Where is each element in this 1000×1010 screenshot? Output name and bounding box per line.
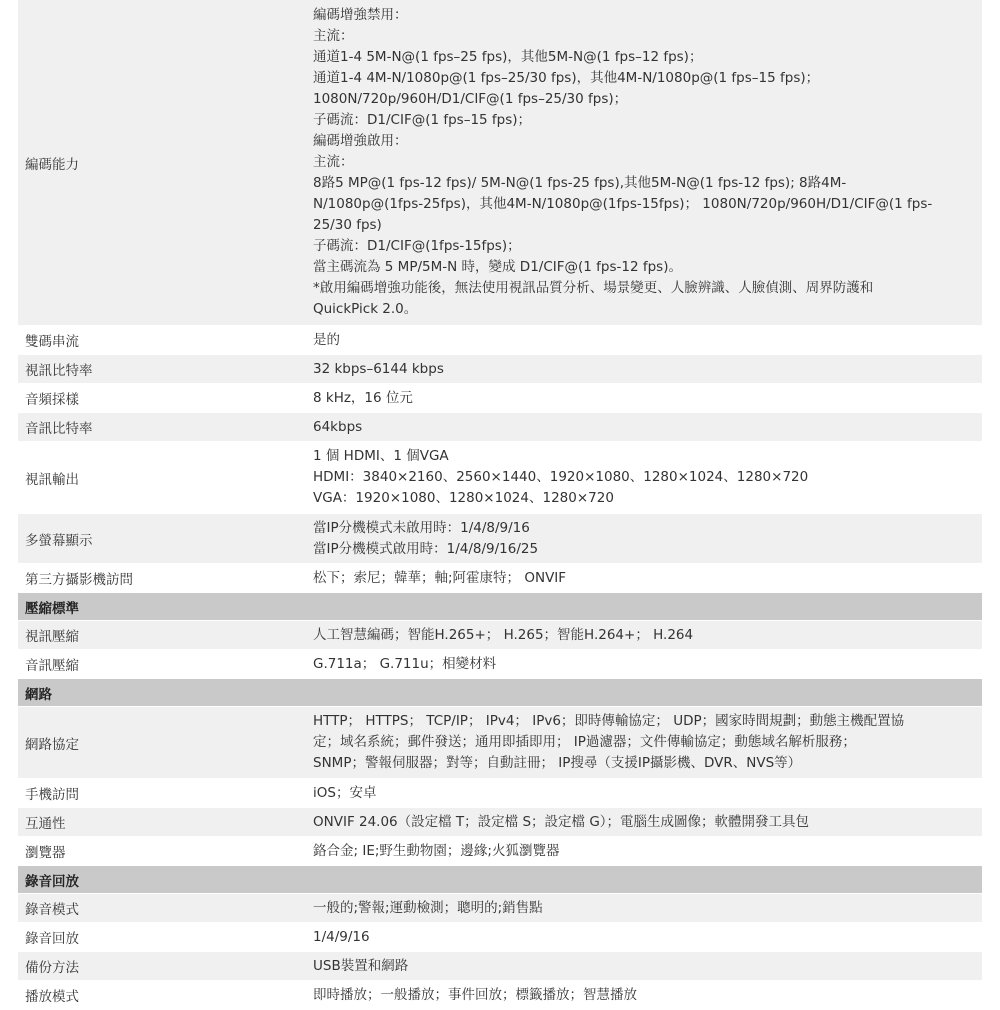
spec-row-video-bitrate — [18, 355, 982, 384]
section-title: 網路 — [25, 686, 52, 703]
section-header-network — [18, 679, 982, 707]
spec-row-browser — [18, 837, 982, 866]
spec-value-line: G.711a； G.711u；相變材料 — [313, 655, 497, 672]
spec-value-line: 一般的;警報;運動檢測；聰明的;銷售點 — [313, 899, 543, 916]
spec-value-line: 鉻合金; IE;野生動物園；邊緣;火狐瀏覽器 — [313, 842, 560, 859]
spec-label: 瀏覽器 — [25, 845, 66, 861]
spec-value-line: 32 kbps–6144 kbps — [313, 360, 444, 377]
spec-value — [308, 981, 982, 1009]
spec-row-playback-mode — [18, 981, 982, 1010]
spec-value — [308, 413, 982, 441]
section-header-compression — [18, 593, 982, 621]
spec-value-line: 1080N/720p/960H/D1/CIF@(1 fps–25/30 fps)； — [313, 91, 628, 107]
spec-row-backup-method — [18, 952, 982, 981]
spec-label: 錄音回放 — [25, 931, 79, 947]
spec-label: 音訊壓縮 — [25, 658, 79, 674]
spec-value — [308, 564, 982, 592]
spec-label: 多螢幕顯示 — [25, 532, 93, 549]
spec-label: 網路協定 — [25, 736, 79, 753]
spec-row-network-protocol — [18, 707, 982, 779]
spec-value-line: 當IP分機模式啟用時：1/4/8/9/16/25 — [313, 540, 539, 557]
spec-value-line: 1 個 HDMI、1 個VGA — [313, 448, 449, 464]
spec-row-interoperability — [18, 808, 982, 837]
spec-label: 手機訪問 — [25, 787, 79, 803]
spec-value-line: ONVIF 24.06（設定檔 T；設定檔 S；設定檔 G）；電腦生成圖像；軟體開發工具包 — [313, 813, 810, 830]
spec-label: 第三方攝影機訪問 — [25, 572, 133, 588]
section-header-recording — [18, 866, 982, 894]
spec-label: 視訊比特率 — [25, 363, 93, 379]
spec-value-line: 64kbps — [313, 418, 363, 435]
spec-value-line: iOS；安卓 — [313, 784, 377, 801]
spec-value — [308, 326, 982, 354]
spec-value-line: 人工智慧編碼；智能H.265+； H.265；智能H.264+； H.264 — [313, 626, 694, 643]
spec-row-audio-bitrate — [18, 413, 982, 442]
spec-value-line: 編碼增強禁用： — [313, 7, 408, 23]
spec-value-line: 1/4/9/16 — [313, 928, 370, 945]
spec-value — [308, 650, 982, 678]
spec-row-multi-screen — [18, 514, 982, 564]
spec-value-line: 8路5 MP@(1 fps-12 fps)/ 5M-N@(1 fps-25 fps),其他5M-N@(1 fps-12 fps); 8路4M- — [313, 175, 847, 191]
spec-row-audio-compression — [18, 650, 982, 679]
spec-row-dual-stream — [18, 326, 982, 355]
spec-value-line: 主流： — [313, 154, 354, 170]
spec-value — [308, 894, 982, 922]
spec-value-line: 子碼流：D1/CIF@(1fps-15fps)； — [313, 238, 521, 254]
spec-value-line: 通道1-4 5M-N@(1 fps–25 fps)，其他5M-N@(1 fps–12 fps)； — [313, 49, 703, 65]
spec-value — [308, 384, 982, 412]
spec-value-line: 即時播放；一般播放；事件回放；標籤播放；智慧播放 — [313, 986, 637, 1003]
spec-value-line: *啟用編碼增強功能後，無法使用視訊品質分析、場景變更、人臉辨識、人臉偵測、周界防護和 — [313, 280, 874, 296]
spec-value-line: N/1080p@(1fps-25fps)，其他4M-N/1080p@(1fps-15fps)； 1080N/720p/960H/D1/CIF@(1 fps- — [313, 196, 933, 212]
spec-value-line: 8 kHz，16 位元 — [313, 389, 413, 406]
spec-table — [18, 0, 982, 1010]
spec-value-line: 定；域名系統；郵件發送；通用即插即用； IP過濾器；文件傳輸協定；動態域名解析服務； — [313, 734, 856, 750]
spec-value — [308, 808, 982, 836]
spec-value-line: QuickPick 2.0。 — [313, 301, 418, 317]
spec-label: 備份方法 — [25, 960, 79, 976]
spec-row-record-mode — [18, 894, 982, 923]
spec-value — [308, 923, 982, 951]
spec-value-line: VGA：1920×1080、1280×1024、1280×720 — [313, 490, 614, 506]
spec-value-line: 是的 — [313, 331, 340, 348]
spec-value-line: 編碼增強啟用： — [313, 133, 408, 149]
spec-value-line: 子碼流：D1/CIF@(1 fps–15 fps)； — [313, 112, 532, 128]
section-title: 錄音回放 — [25, 873, 79, 890]
spec-row-mobile-access — [18, 779, 982, 808]
spec-label: 播放模式 — [25, 989, 79, 1005]
spec-label: 編碼能力 — [25, 156, 79, 173]
spec-label: 錄音模式 — [25, 902, 79, 918]
spec-value-line: 當主碼流為 5 MP/5M-N 時，變成 D1/CIF@(1 fps-12 fps)。 — [313, 259, 682, 275]
spec-row-video-compression — [18, 621, 982, 650]
spec-value — [308, 837, 982, 865]
spec-row-audio-sampling — [18, 384, 982, 413]
spec-value — [308, 442, 982, 513]
spec-value-line: 當IP分機模式未啟用時：1/4/8/9/16 — [313, 519, 530, 536]
spec-value — [308, 514, 982, 563]
spec-row-third-party-camera — [18, 564, 982, 593]
spec-row-record-playback — [18, 923, 982, 952]
spec-label: 互通性 — [25, 816, 66, 832]
spec-value — [308, 952, 982, 980]
spec-row-video-output — [18, 442, 982, 514]
spec-label: 視訊壓縮 — [25, 629, 79, 645]
spec-label: 音頻採樣 — [25, 392, 79, 408]
spec-value — [308, 0, 982, 325]
spec-value-line: 主流： — [313, 28, 354, 44]
spec-value-line: 松下；索尼；韓華；軸;阿霍康特； ONVIF — [313, 569, 567, 586]
spec-value-line: USB裝置和網路 — [313, 957, 409, 974]
spec-value — [308, 707, 982, 778]
spec-label: 視訊輸出 — [25, 471, 79, 488]
spec-value-line: 通道1-4 4M-N/1080p@(1 fps–25/30 fps)，其他4M-N/1080p@(1 fps–15 fps)； — [313, 70, 820, 86]
spec-value-line: HDMI：3840×2160、2560×1440、1920×1080、1280×1024、1280×720 — [313, 469, 809, 485]
spec-label: 音訊比特率 — [25, 421, 93, 437]
section-title: 壓縮標準 — [25, 600, 79, 617]
spec-row-encoding — [18, 0, 982, 326]
spec-value-line: SNMP；警報伺服器；對等；自動註冊； IP搜尋（支援IP攝影機、DVR、NVS等） — [313, 755, 802, 771]
spec-value — [308, 621, 982, 649]
spec-value-line: 25/30 fps) — [313, 217, 382, 233]
spec-value-line: HTTP； HTTPS； TCP/IP； IPv4； IPv6；即時傳輸協定； UDP；國家時間規劃；動態主機配置協 — [313, 713, 905, 729]
spec-value — [308, 779, 982, 807]
spec-value — [308, 355, 982, 383]
spec-label: 雙碼串流 — [25, 334, 79, 350]
